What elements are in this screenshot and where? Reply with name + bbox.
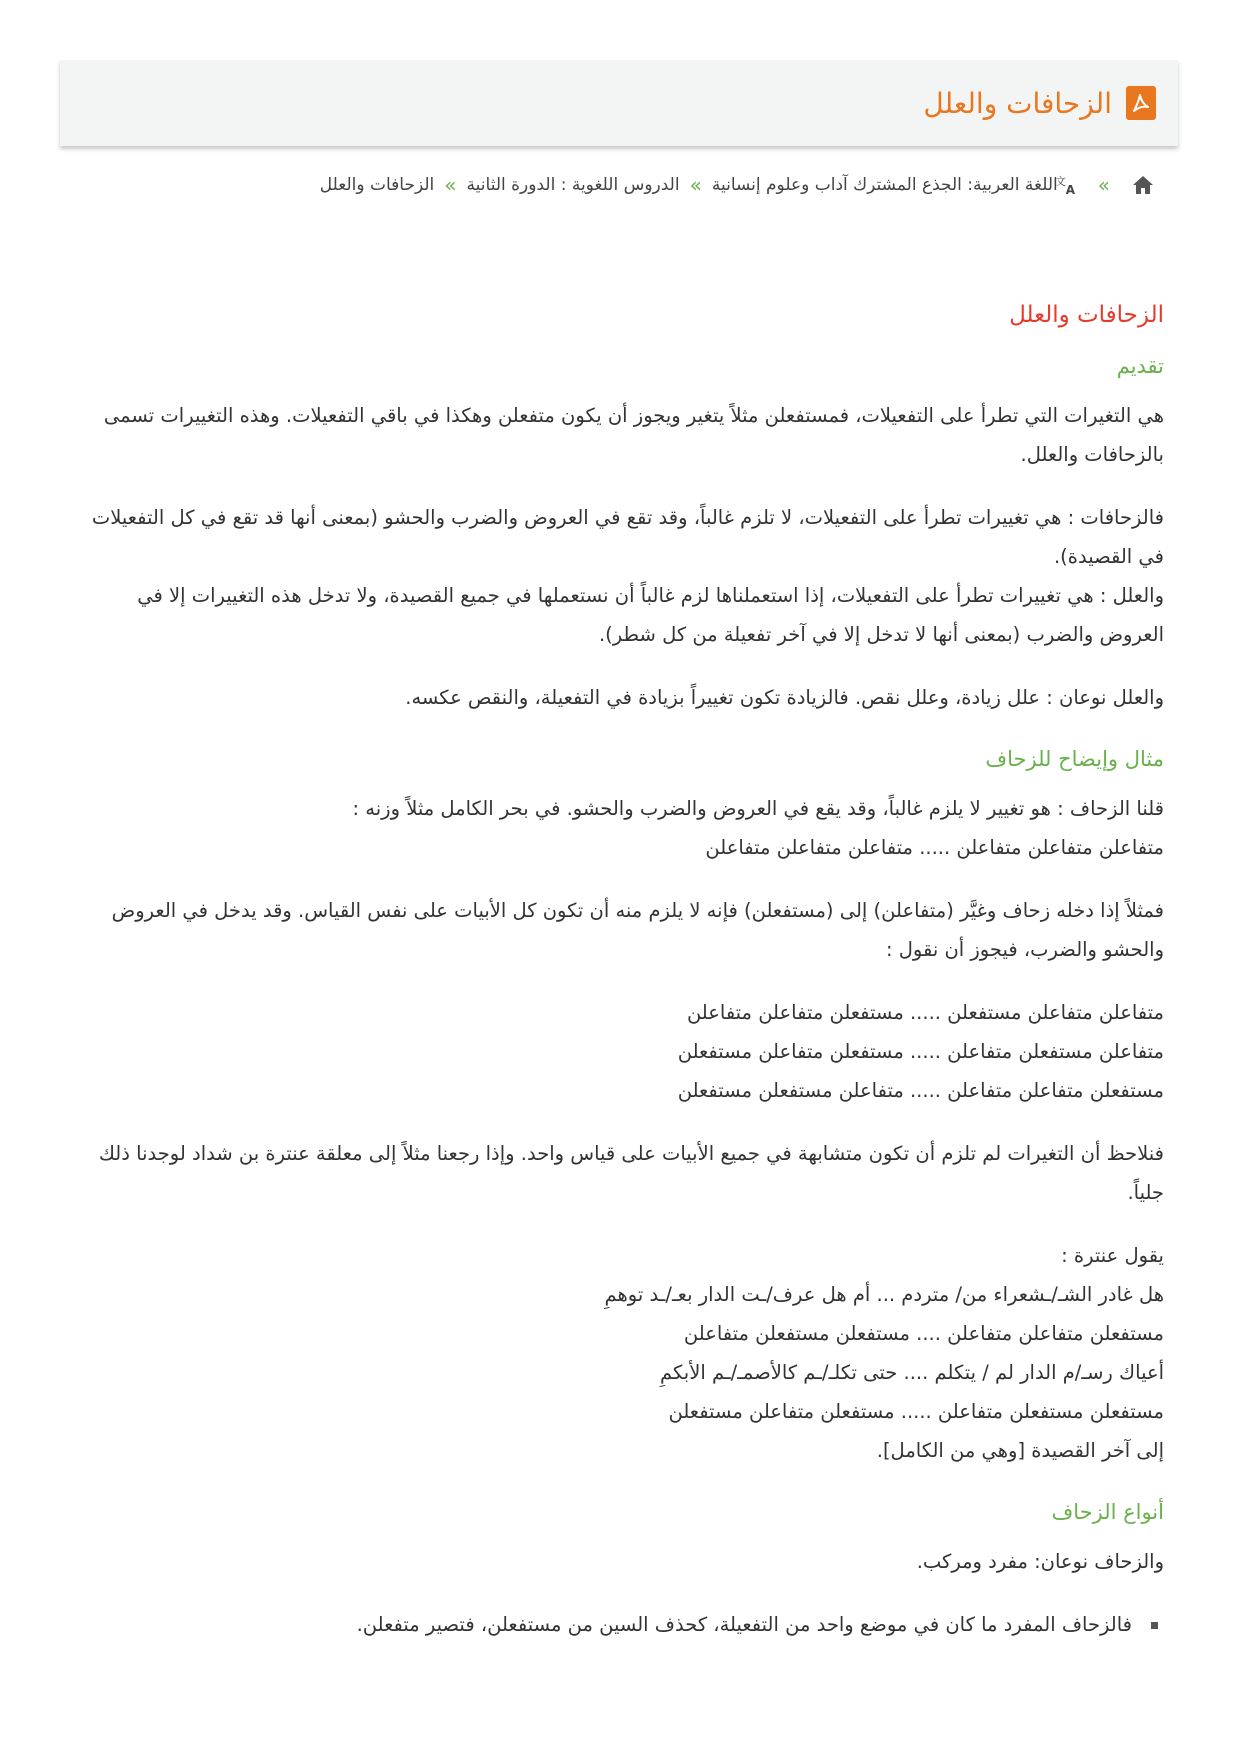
paragraph-intro: هي التغيرات التي تطرأ على التفعيلات، فمستفعلن مثلاً يتغير ويجوز أن يكون متفعلن وهكذا في باقي التفعيلات. وهذه التغييرات تسمى بالزحافات والعلل. xyxy=(103,404,1164,466)
verse-scansion: مستفعلن متفاعلن متفاعلن .... مستفعلن مستفعلن متفاعلن xyxy=(683,1322,1164,1345)
zihaf-types-list xyxy=(74,1605,1164,1644)
meter-line: متفاعلن متفاعلن مستفعلن ..... مستفعلن متفاعلن متفاعلن xyxy=(686,1001,1164,1024)
verse-line: هل غادر الشـ/ـشعراء من/ متردم ... أم هل عرف/ـت الدار بعـ/ـد توهمِ xyxy=(604,1283,1164,1306)
paragraph-zihaf-types: والزحاف نوعان: مفرد ومركب. xyxy=(916,1550,1164,1573)
section-heading-example: مثال وإيضاح للزحاف xyxy=(985,747,1164,771)
breadcrumb-item-lessons[interactable]: الدروس اللغوية : الدورة الثانية xyxy=(466,175,680,195)
verse-closing: إلى آخر القصيدة [وهي من الكامل]. xyxy=(876,1439,1164,1462)
page-header xyxy=(60,60,1178,146)
home-icon[interactable] xyxy=(1132,175,1154,195)
antara-verses xyxy=(74,1236,1164,1470)
article-content xyxy=(74,296,1164,1644)
breadcrumb-separator: » xyxy=(1097,173,1110,197)
meter-line: متفاعلن مستفعلن متفاعلن ..... مستفعلن متفاعلن مستفعلن xyxy=(677,1040,1164,1063)
breadcrumb xyxy=(320,168,1154,202)
breadcrumb-separator: » xyxy=(689,173,702,197)
paragraph-ilal-definition: والعلل : هي تغييرات تطرأ على التفعيلات، إذا استعملناها لزم غالباً أن نستعملها في جميع القصيدة، ولا تدخل هذه التغييرات إلا في العروض والضرب (بمعنى أنها لا تدخل إلا في آخر تفعيلة من كل شطر). xyxy=(137,584,1164,646)
kamil-meter-line: متفاعلن متفاعلن متفاعلن ..... متفاعلن متفاعلن متفاعلن xyxy=(705,836,1164,859)
svg-text:文: 文 xyxy=(1054,175,1066,188)
meter-line: مستفعلن متفاعلن متفاعلن ..... متفاعلن مستفعلن مستفعلن xyxy=(677,1079,1164,1102)
verse-intro: يقول عنترة : xyxy=(1061,1244,1164,1267)
article-title: الزحافات والعلل xyxy=(1009,302,1164,328)
breadcrumb-item-current: الزحافات والعلل xyxy=(319,175,435,195)
pdf-icon[interactable] xyxy=(1126,86,1156,120)
list-item: فالزحاف المفرد ما كان في موضع واحد من التفعيلة، كحذف السين من مستفعلن، فتصير متفعلن. xyxy=(74,1605,1164,1644)
paragraph-zihafat-definition: فالزحافات : هي تغييرات تطرأ على التفعيلات، لا تلزم غالباً، وقد تقع في العروض والضرب والحشو (بمعنى أنها قد تقع في كل التفعيلات في القصيدة). xyxy=(91,506,1164,568)
translate-icon xyxy=(1054,174,1088,197)
verse-line: أعياك رسـ/م الدار لم / يتكلم .... حتى تكلـ/ـم كالأصمـ/ـم الأبكمِ xyxy=(660,1361,1164,1384)
breadcrumb-separator: » xyxy=(444,173,457,197)
breadcrumb-item-arabic-course[interactable]: اللغة العربية: الجذع المشترك آداب وعلوم إنسانية xyxy=(711,175,1058,195)
paragraph-example-explanation: فمثلاً إذا دخله زحاف وغيَّر (متفاعلن) إلى (مستفعلن) فإنه لا يلزم منه أن تكون كل الأبيات على نفس القياس. وقد يدخل في العروض والحشو والضرب، فيجوز أن نقول : xyxy=(111,899,1164,961)
page-title: الزحافات والعلل xyxy=(923,86,1112,120)
verse-scansion: مستفعلن مستفعلن متفاعلن ..... مستفعلن متفاعلن مستفعلن xyxy=(668,1400,1164,1423)
svg-text:A: A xyxy=(1065,183,1075,197)
meter-variations xyxy=(74,993,1164,1110)
section-heading-intro: تقديم xyxy=(1116,354,1164,378)
paragraph-ilal-types: والعلل نوعان : علل زيادة، وعلل نقص. فالزيادة تكون تغييراً بزيادة في التفعيلة، والنقص عكسه. xyxy=(405,686,1164,709)
paragraph-zihaf-definition: قلنا الزحاف : هو تغيير لا يلزم غالباً، وقد يقع في العروض والضرب والحشو. في بحر الكامل مثلاً وزنه : xyxy=(352,797,1164,820)
paragraph-observation: فنلاحظ أن التغيرات لم تلزم أن تكون متشابهة في جميع الأبيات على قياس واحد. وإذا رجعنا مثلاً إلى معلقة عنترة بن شداد لوجدنا ذلك جلياً. xyxy=(98,1142,1164,1204)
section-heading-types: أنواع الزحاف xyxy=(1051,1500,1164,1524)
